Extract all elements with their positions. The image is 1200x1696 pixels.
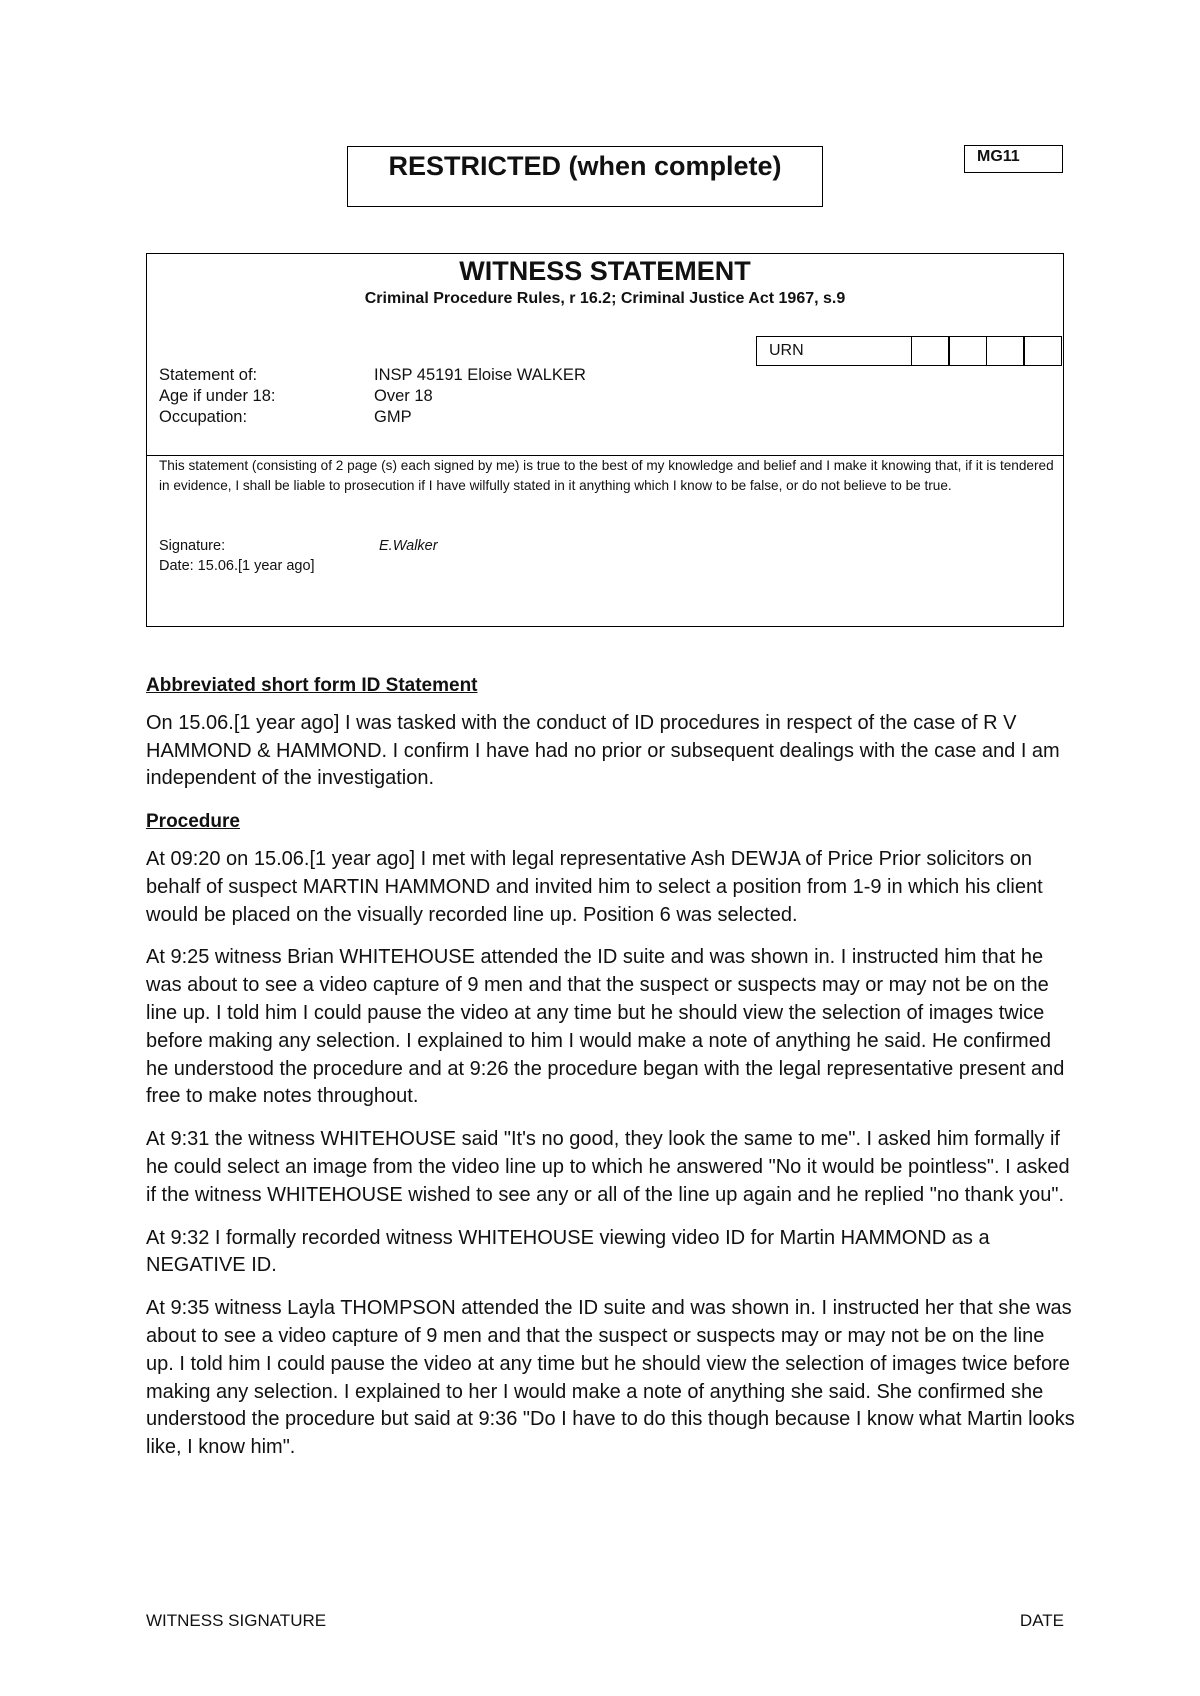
detail-label: Statement of: (159, 366, 258, 384)
urn-box[interactable] (1023, 336, 1062, 366)
heading-procedure: Procedure (146, 811, 240, 833)
urn-box[interactable] (986, 336, 1025, 366)
statement-date: Date: 15.06.[1 year ago] (159, 558, 315, 574)
detail-label: Occupation: (159, 408, 248, 426)
restricted-label: RESTRICTED (when complete) (388, 151, 782, 181)
signature-label: Signature: (159, 538, 226, 554)
restricted-banner (347, 146, 823, 207)
urn-field (756, 336, 1064, 366)
footer-witness-signature: WITNESS SIGNATURE (146, 1611, 327, 1630)
signature-block (159, 536, 438, 576)
detail-row-age (159, 386, 586, 407)
statement-subtitle: Criminal Procedure Rules, r 16.2; Criminal Justice Act 1967, s.9 (364, 290, 846, 307)
procedure-paragraph: At 9:32 I formally recorded witness WHITEHOUSE viewing video ID for Martin HAMMOND as a NEGATIVE ID. (146, 1226, 990, 1277)
signature-value: E.Walker (379, 538, 438, 554)
detail-value: GMP (374, 408, 412, 426)
procedure-paragraph: At 9:25 witness Brian WHITEHOUSE attended the ID suite and was shown in. I instructed him that he was about to see a video capture of 9 men and that the suspect or suspects may or may not be on the line up. I told him I could pause the video at any time but he should view the selection of images twice before making any selection. I explained to him I would make a note of anything he said. He confirmed he understood the procedure and at 9:26 the procedure began with the legal representative present and free to make notes throughout. (146, 946, 1065, 1108)
detail-value: Over 18 (374, 387, 433, 405)
detail-label: Age if under 18: (159, 387, 276, 405)
urn-label: URN (756, 336, 912, 366)
form-code: MG11 (964, 145, 1063, 173)
urn-box[interactable] (948, 336, 987, 366)
heading-id-statement: Abbreviated short form ID Statement (146, 675, 478, 696)
procedure-paragraph: At 9:31 the witness WHITEHOUSE said "It's no good, they look the same to me". I asked him formally if he could select an image from the video line up to which he answered "No it would be pointless". I asked if the witness WHITEHOUSE wished to see any or all of the line up again and he replied "no thank you". (146, 1128, 1070, 1206)
footer-date: DATE (1019, 1611, 1064, 1630)
detail-row-occupation (159, 407, 586, 428)
statement-details (159, 365, 586, 428)
procedure-paragraph: At 09:20 on 15.06.[1 year ago] I met with legal representative Ash DEWJA of Price Prior solicitors on behalf of suspect MARTIN HAMMOND and invited him to select a position from 1-9 in which his client would be placed on the visually recorded line up. Position 6 was selected. (146, 847, 1043, 926)
procedure-paragraph: At 9:35 witness Layla THOMPSON attended the ID suite and was shown in. I instructed her that she was about to see a video capture of 9 men and that the suspect or suspects may or may not be on the line up. I told him I could pause the video at any time but he should view the selection of images twice before making any selection. I explained to her I would make a note of anything she said. She confirmed she understood the procedure but said at 9:36 "Do I have to do this though because I know what Martin looks like, I know him". (146, 1297, 1075, 1459)
witness-statement-box (146, 253, 1064, 627)
intro-paragraph: On 15.06.[1 year ago] I was tasked with the conduct of ID procedures in respect of the case of R V HAMMOND & HAMMOND. I confirm I have had no prior or subsequent dealings with the case and I am independent of the investigation. (146, 711, 1060, 790)
detail-value: INSP 45191 Eloise WALKER (374, 366, 586, 384)
statement-body (146, 672, 1076, 1477)
declaration-text: This statement (consisting of 2 page (s) each signed by me) is true to the best of my knowledge and belief and I make it knowing that, if it is tendered in evidence, I shall be liable to prosecution if I have wilfully stated in it anything which I know to be false, or do not believe to be true. (159, 458, 1054, 493)
signature-row (159, 536, 438, 556)
detail-row-statement-of (159, 365, 586, 386)
statement-title: WITNESS STATEMENT (459, 256, 751, 286)
urn-box[interactable] (911, 336, 950, 366)
